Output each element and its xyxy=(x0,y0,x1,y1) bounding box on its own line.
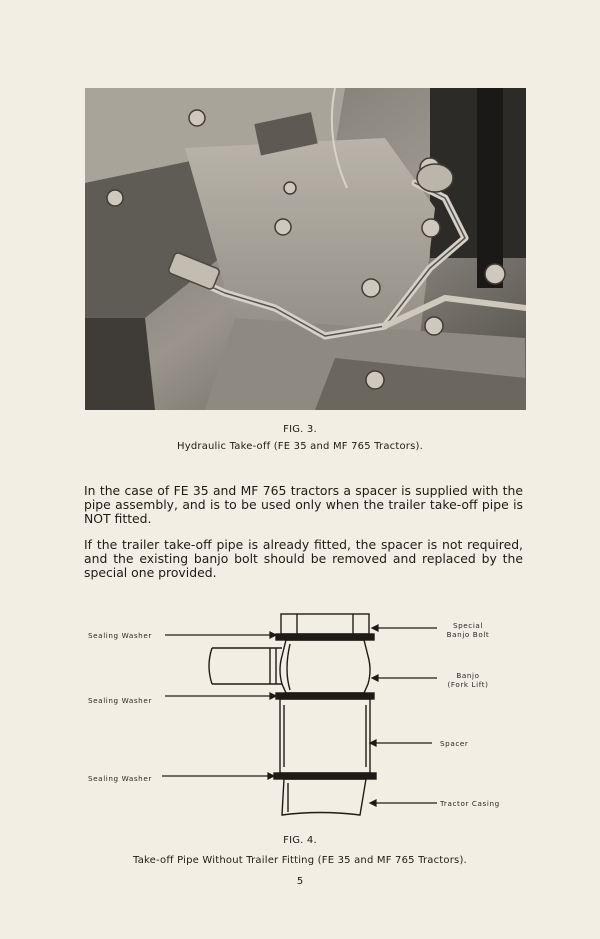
paragraph-banjo-bolt-note: If the trailer take-off pipe is already fitted, the spacer is not required, and the existing banjo bolt should be removed and replaced by the special one provided. xyxy=(84,537,523,580)
banjo-bolt-head xyxy=(281,614,369,634)
hydraulic-takeoff-photo xyxy=(85,88,526,410)
banjo-body xyxy=(280,640,370,693)
fig4-diagram xyxy=(0,600,600,830)
sealing-washer-bottom xyxy=(274,773,376,779)
fig4-number: FIG. 4. xyxy=(283,835,317,846)
takeoff-pipe xyxy=(212,648,282,684)
tractor-casing xyxy=(282,779,366,815)
sealing-washer-middle xyxy=(276,693,374,699)
label-sealing-washer-3: Sealing Washer xyxy=(88,774,152,783)
label-banjo-bolt: Banjo Bolt xyxy=(446,630,490,639)
label-special: Special xyxy=(452,621,484,630)
fig3-caption: Hydraulic Take-off (FE 35 and MF 765 Tractors). xyxy=(177,441,423,452)
label-spacer: Spacer xyxy=(440,739,469,748)
label-sealing-washer-1: Sealing Washer xyxy=(88,631,152,640)
paragraph-spacer-note: In the case of FE 35 and MF 765 tractors a spacer is supplied with the pipe assembly, and is to be used only when the trailer take-off pipe is NOT fitted. xyxy=(84,483,523,526)
fig3-number: FIG. 3. xyxy=(283,424,317,435)
label-fork-lift: (Fork Lift) xyxy=(447,680,489,689)
label-tractor-casing: Tractor Casing xyxy=(440,799,500,808)
page-number: 5 xyxy=(296,876,304,887)
sealing-washer-top xyxy=(276,634,374,640)
spacer xyxy=(280,699,370,773)
label-sealing-washer-2: Sealing Washer xyxy=(88,696,152,705)
label-banjo: Banjo xyxy=(456,671,480,680)
fig4-caption: Take-off Pipe Without Trailer Fitting (FE 35 and MF 765 Tractors). xyxy=(133,855,467,866)
